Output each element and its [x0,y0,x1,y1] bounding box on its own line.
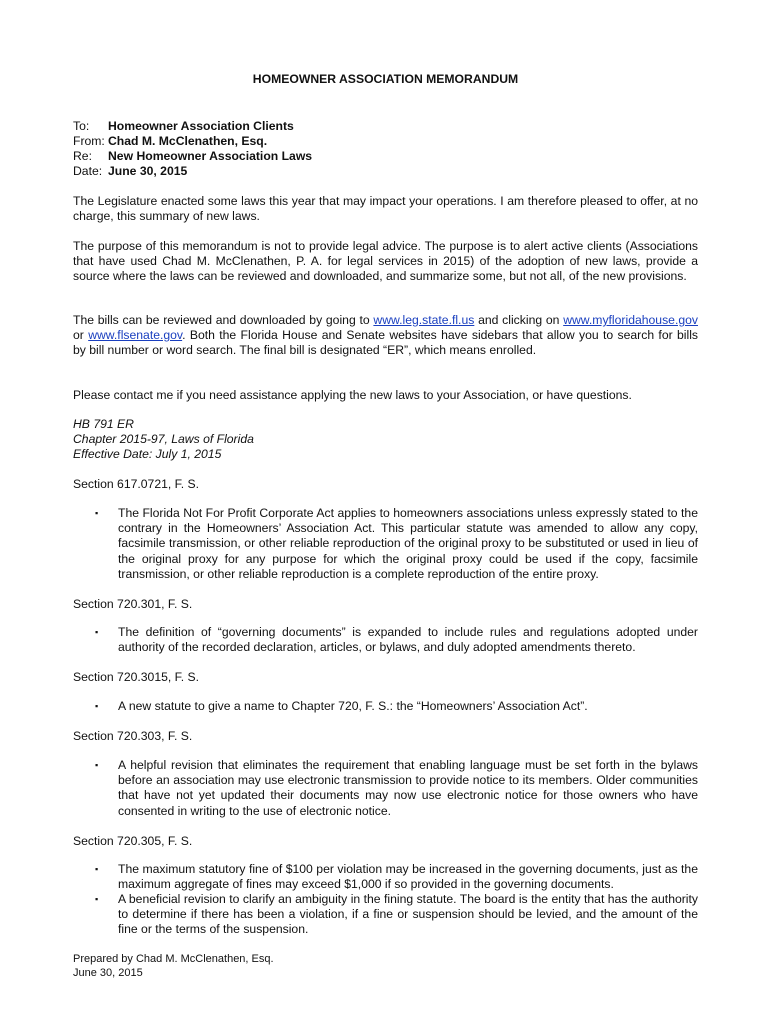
bullet-text: The definition of “governing documents” is expanded to include rules and regulations adopted under authority of the recorded declaration, articles, or bylaws, and duly adopted amendments thereto. [118,625,698,655]
to-line [73,119,294,134]
memo-title: HOMEOWNER ASSOCIATION MEMORANDUM [252,72,519,86]
footer-date: June 30, 2015 [73,967,143,979]
from-label: From: [73,134,105,148]
footer-prepared-by: Prepared by Chad M. McClenathen, Esq. [73,953,274,965]
bill-chapter: Chapter 2015-97, Laws of Florida [73,432,254,446]
bills-paragraph [73,313,698,359]
bullet-text: A helpful revision that eliminates the requirement that enabling language must be set forth in the bylaws before an association may use electronic transmission to provide notice to its members. Older communities that have not yet updated their documents may now use electronic notice for those owners who have consented in writing to the use of electronic notice. [118,758,698,818]
section-heading: Section 720.3015, F. S. [73,670,200,684]
bullet-icon: ▪ [95,894,99,904]
list-item [95,862,698,892]
leg-state-link[interactable]: www.leg.state.fl.us [373,313,475,327]
bullet-text: A new statute to give a name to Chapter 720, F. S.: the “Homeowners’ Association Act”. [118,699,588,713]
bullet-icon: ▪ [95,760,99,770]
bullet-icon: ▪ [95,864,99,874]
section-heading: Section 617.0721, F. S. [73,477,200,491]
bills-text-3: or [73,328,89,343]
flsenate-link[interactable]: www.flsenate.gov [88,328,183,343]
bills-text-4: . Both the Florida House and Senate websites have sidebars that allow you to search for bills by bill number or word search. The final bill is designated “ER”, which means enrolled. [73,328,698,358]
section-heading: Section 720.301, F. S. [73,597,193,611]
bullet-text: The maximum statutory fine of $100 per violation may be increased in the governing documents, just as the maximum aggregate of fines may exceed $1,000 if so provided in the governing documents. [118,862,698,892]
bullet-text: A beneficial revision to clarify an ambiguity in the fining statute. The board is the entity that has the authority to determine if there has been a violation, if a fine or suspension should be levied, and the amount of the fine or the terms of the suspension. [118,892,698,937]
bullet-icon: ▪ [95,627,99,637]
date-label: Date: [73,164,103,178]
list-item [95,892,698,938]
bills-text-2: and clicking on [474,313,564,327]
from-line [73,134,267,149]
contact-paragraph: Please contact me if you need assistance applying the new laws to your Association, or have questions. [73,388,632,402]
myfloridahouse-link[interactable]: www.myfloridahouse.gov [563,313,698,327]
re-line [73,149,312,164]
to-label: To: [73,119,90,133]
bill-number: HB 791 ER [73,417,134,431]
re-value: New Homeowner Association Laws [108,149,313,163]
bullet-icon: ▪ [95,508,99,518]
bills-text-1: The bills can be reviewed and downloaded by going to [73,313,374,327]
section-heading: Section 720.305, F. S. [73,834,193,848]
purpose-paragraph: The purpose of this memorandum is not to provide legal advice. The purpose is to alert active clients (Associations that have used Chad M. McClenathen, P. A. for legal services in 2015) of the adoption of new laws, provide a source where the laws can be reviewed and downloaded, and summarize some, but not all, of the new provisions. [73,239,698,284]
list-item [95,506,698,582]
section-heading: Section 720.303, F. S. [73,729,193,743]
bullet-icon: ▪ [95,701,99,711]
list-item [95,758,698,819]
list-item [95,625,698,655]
bill-effective-date: Effective Date: July 1, 2015 [73,447,222,461]
to-value: Homeowner Association Clients [108,119,294,133]
intro-paragraph: The Legislature enacted some laws this year that may impact your operations. I am therefore pleased to offer, at no charge, this summary of new laws. [73,194,698,224]
from-value: Chad M. McClenathen, Esq. [108,134,268,148]
date-line [73,164,187,179]
date-value: June 30, 2015 [108,164,188,178]
bullet-text: The Florida Not For Profit Corporate Act applies to homeowners associations unless expressly stated to the contrary in the Homeowners’ Association Act. This particular statute was amended to allow any copy, facsimile transmission, or other reliable reproduction of the original proxy to be substituted or used in lieu of the original proxy for any purpose for which the original proxy could be used if the copy, facsimile transmission, or other reliable reproduction is a complete reproduction of the entire proxy. [118,506,698,581]
re-label: Re: [73,149,92,163]
list-item [95,699,698,714]
